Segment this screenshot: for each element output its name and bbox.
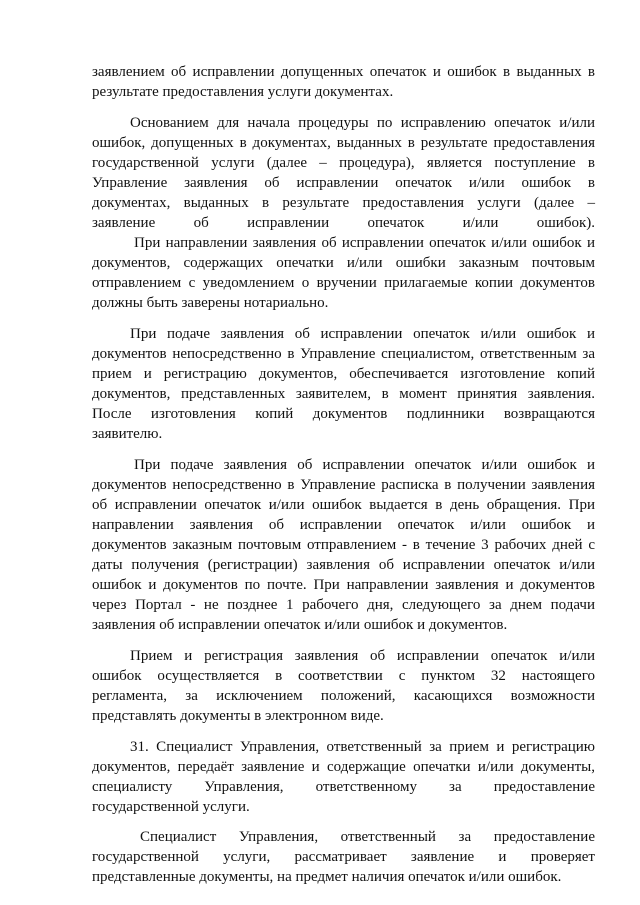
text-line: государственной услуги.	[92, 799, 250, 815]
text-line: ошибок и документов по почте. При направлении заявления и документов	[92, 577, 595, 593]
text-line: Управление заявления об исправлении опечаток и/или ошибок в	[92, 175, 595, 191]
text-line: заявления об исправлении опечаток и/или ошибок и документов.	[92, 617, 508, 633]
text-line: документов заказным почтовым отправлением - в течение 3 рабочих дней с	[92, 537, 595, 553]
text-line: заявление об исправлении опечаток и/или ошибок).	[92, 215, 595, 231]
text-line: При подаче заявления об исправлении опечаток и/или ошибок и	[134, 457, 595, 473]
text-line: При направлении заявления об исправлении опечаток и/или ошибок и	[134, 235, 595, 251]
text-line: государственной услуги, рассматривает заявление и проверяет	[92, 849, 595, 865]
text-line: результате предоставления услуги документах.	[92, 84, 394, 100]
text-line: После изготовления копий документов подлинники возвращаются	[92, 406, 595, 422]
text-line: направлении заявления об исправлении опечаток и/или ошибок и	[92, 517, 595, 533]
text-line: отправлением с уведомлением о вручении прилагаемые копии документов	[92, 275, 595, 291]
text-line: документов непосредственно в Управление специалистом, ответственным за	[92, 346, 595, 362]
text-line: государственной услуги (далее – процедура), является поступление в	[92, 155, 595, 171]
text-line: прием и регистрацию документов, обеспечивается изготовление копий	[92, 366, 595, 382]
text-line: документов непосредственно в Управление расписка в получении заявления	[92, 477, 595, 493]
text-line: Специалист Управления, ответственный за предоставление	[140, 829, 595, 845]
text-line: документов, содержащих опечатки и/или ошибки заказным почтовым	[92, 255, 595, 271]
text-line: 31. Специалист Управления, ответственный за прием и регистрацию	[130, 739, 595, 755]
text-line: ошибок осуществляется в соответствии с пунктом 32 настоящего	[92, 668, 595, 684]
text-line: регламента, за исключением положений, касающихся возможности	[92, 688, 595, 704]
text-line: специалисту Управления, ответственному за предоставление	[92, 779, 595, 795]
text-line: представлять документы в электронном виде.	[92, 708, 384, 724]
text-line: Прием и регистрация заявления об исправлении опечаток и/или	[130, 648, 595, 664]
text-line: заявителю.	[92, 426, 163, 442]
text-line: должны быть заверены нотариально.	[92, 295, 329, 311]
text-line: ошибок, допущенных в документах, выданных в результате предоставления	[92, 135, 595, 151]
text-line: Основанием для начала процедуры по исправлению опечаток и/или	[130, 115, 595, 131]
text-line: При подаче заявления об исправлении опечаток и/или ошибок и	[130, 326, 595, 342]
text-line: об исправлении опечаток и/или ошибок выдается в день обращения. При	[92, 497, 595, 513]
text-line: даты получения (регистрации) заявления об исправлении опечаток и/или	[92, 557, 595, 573]
text-line: документов, представленных заявителем, в момент принятия заявления.	[92, 386, 595, 402]
text-line: через Портал - не позднее 1 рабочего дня, следующего за днем подачи	[92, 597, 595, 613]
text-line: документов, передаёт заявление и содержащие опечатки и/или документы,	[92, 759, 595, 775]
text-line: заявлением об исправлении допущенных опечаток и ошибок в выданных в	[92, 64, 595, 80]
text-line: документах, выданных в результате предоставления услуги (далее –	[92, 195, 595, 211]
text-line: представленные документы, на предмет наличия опечаток и/или ошибок.	[92, 869, 562, 885]
